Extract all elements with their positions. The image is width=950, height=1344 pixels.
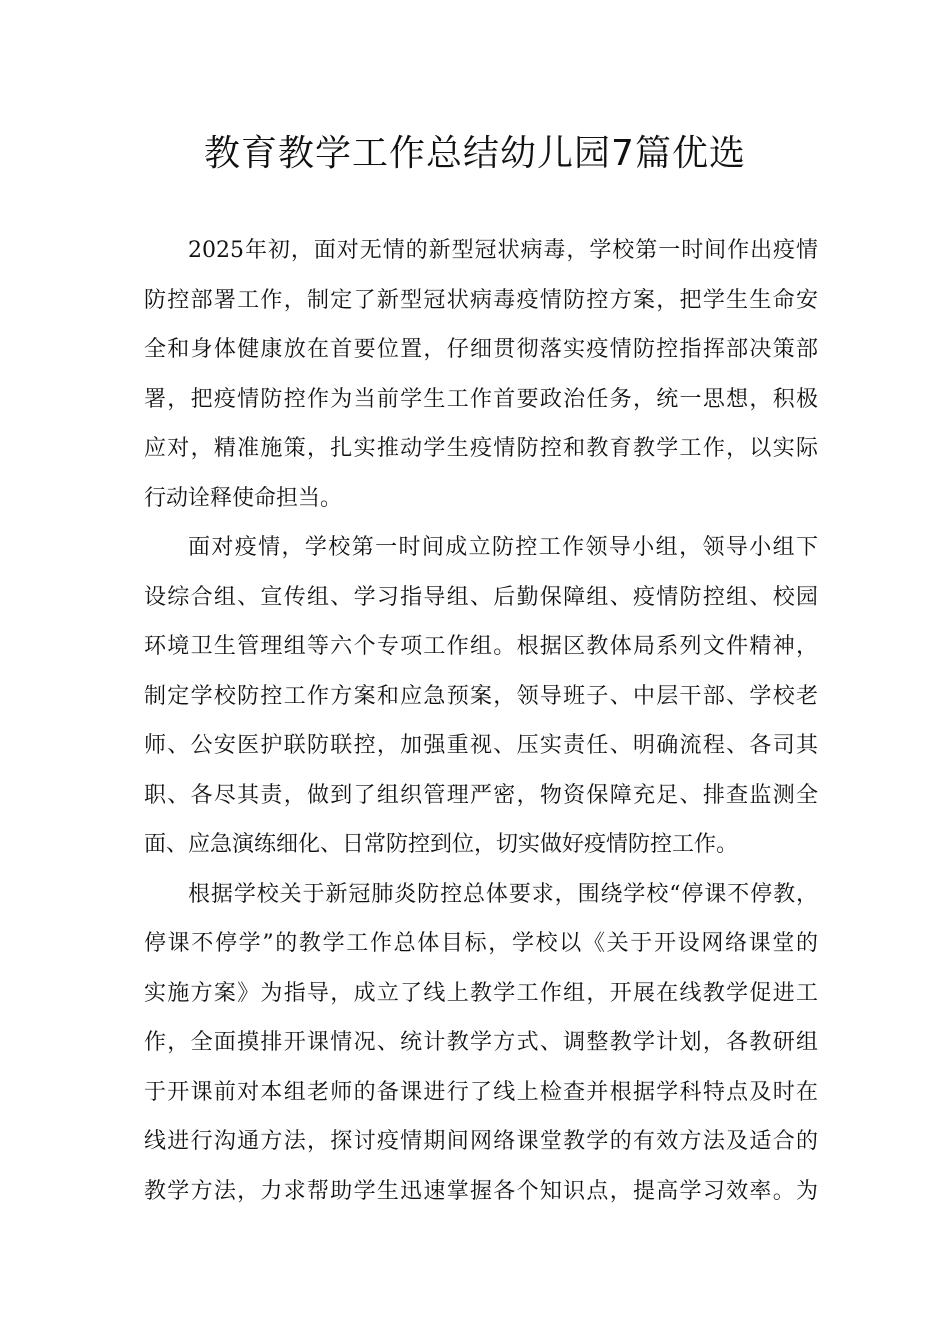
- paragraph-line: 实施方案》为指导，成立了线上教学工作组，开展在线教学促进工: [144, 980, 818, 1006]
- paragraph-line: 署，把疫情防控作为当前学生工作首要政治任务，统一思想，积极: [144, 386, 818, 412]
- paragraph-line: 线进行沟通方法，探讨疫情期间网络课堂教学的有效方法及适合的: [144, 1129, 818, 1154]
- paragraph-line: 于开课前对本组老师的备课进行了线上检查并根据学科特点及时在: [144, 1079, 818, 1105]
- paragraph-line: 面、应急演练细化、日常防控到位，切实做好疫情防控工作。: [144, 832, 739, 857]
- paragraph-line: 环境卫生管理组等六个专项工作组。根据区教体局系列文件精神，: [144, 634, 818, 659]
- paragraph-line: 职、各尽其责，做到了组织管理严密，物资保障充足、排查监测全: [144, 782, 818, 808]
- paragraph-line: 设综合组、宣传组、学习指导组、后勤保障组、疫情防控组、校园: [144, 584, 818, 610]
- paragraph-line: 制定学校防控工作方案和应急预案，领导班子、中层干部、学校老: [144, 683, 818, 709]
- paragraph-line: 面对疫情，学校第一时间成立防控工作领导小组，领导小组下: [188, 535, 818, 560]
- paragraph-line: 全和身体健康放在首要位置，仔细贯彻落实疫情防控指挥部决策部: [144, 337, 818, 362]
- paragraph-line: 根据学校关于新冠肺炎防控总体要求，围绕学校“停课不停教，: [188, 881, 818, 907]
- paragraph-line: 行动诠释使命担当。: [144, 485, 343, 511]
- paragraph-1: [144, 226, 818, 523]
- paragraph-line: 作，全面摸排开课情况、统计教学方式、调整教学计划，各教研组: [144, 1030, 818, 1055]
- paragraph-line: 师、公安医护联防联控，加强重视、压实责任、明确流程、各司其: [144, 733, 818, 758]
- paragraph-line: 应对，精准施策，扎实推动学生疫情防控和教育教学工作，以实际: [144, 436, 818, 461]
- paragraph-line: 停课不停学”的教学工作总体目标，学校以《关于开设网络课堂的: [144, 931, 818, 956]
- document-title: 教育教学工作总结幼儿园7篇优选: [204, 133, 746, 174]
- document-body: [144, 226, 818, 1216]
- paragraph-line: 2025年初，面对无情的新型冠状病毒，学校第一时间作出疫情: [188, 238, 818, 263]
- paragraph-line: 防控部署工作，制定了新型冠状病毒疫情防控方案，把学生生命安: [144, 287, 818, 313]
- paragraph-3: [144, 870, 818, 1217]
- paragraph-line: 教学方法，力求帮助学生迅速掌握各个知识点，提高学习效率。为: [144, 1178, 818, 1204]
- paragraph-2: [144, 523, 818, 870]
